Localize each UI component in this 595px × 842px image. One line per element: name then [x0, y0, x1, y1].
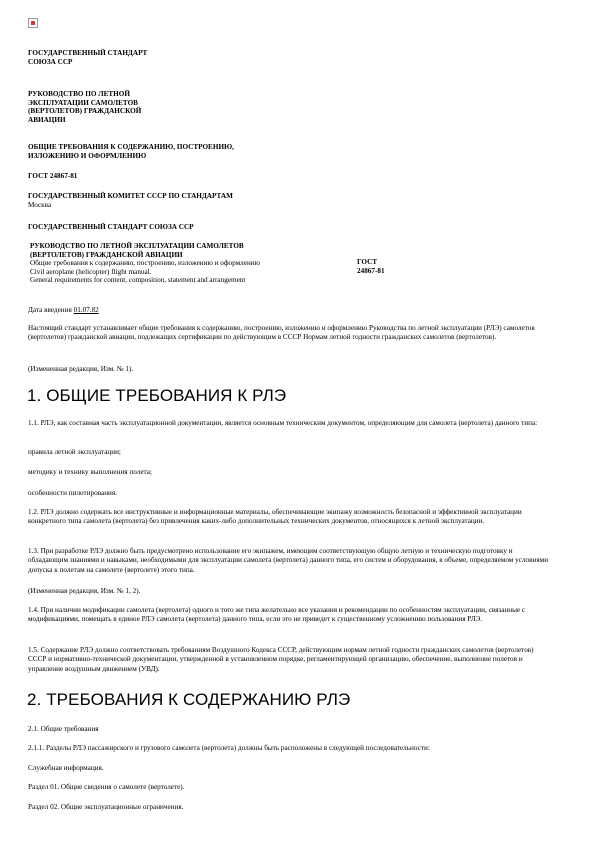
paragraph-1-5: 1.5. Содержание РЛЭ должно соответствовать требованиям Воздушного Кодекса СССР, действующим нормам летной годности гражданских самолетов (вертолетов) СССР и нормативно-технической документации, утвержденной в установленном порядке, регламентирующей организацию, обеспечение, выполнение полетов и управление воздушным движением (УВД). — [28, 646, 534, 673]
header-subtitle-line: Общие требования к содержанию, построению, изложению и оформлению — [30, 259, 261, 268]
list-item: методику и технику выполнения полета; — [28, 468, 152, 476]
document-title-line: АВИАЦИИ — [28, 115, 66, 124]
paragraph-1-4: 1.4. При наличии модификации самолета (вертолета) одного и того же типа желательно все указания и рекомендации по особенностям эксплуатации, связанные с модификациями, помещать в единое РЛЭ самолета (вертолета) данного типа, если это не приведет к существенному усложнению пользования РЛЭ. — [28, 606, 526, 624]
revision-note: (Измененная редакция, Изм. № 1). — [28, 365, 134, 373]
header-block-left — [30, 242, 360, 285]
front-title-line: СОЮЗА ССР — [28, 57, 73, 66]
paragraph-1-2: 1.2. РЛЭ должно содержать все инструктивные и информационные материалы, обеспечивающие экипажу возможность безопасной и эффективной эксплуатации конкретного типа самолета (вертолета) без привлечения каких-либо дополнительных технических документов, относящихся к летной эксплуатации. — [28, 508, 522, 526]
section-2-heading: 2. ТРЕБОВАНИЯ К СОДЕРЖАНИЮ РЛЭ — [27, 690, 351, 709]
broken-image-icon — [28, 18, 38, 28]
list-item: правила летной эксплуатации; — [28, 448, 121, 456]
front-title-line: ГОСУДАРСТВЕННЫЙ СТАНДАРТ — [28, 49, 148, 57]
standard-line: ГОСУДАРСТВЕННЫЙ СТАНДАРТ СОЮЗА ССР — [28, 223, 194, 231]
document-title-line: (ВЕРТОЛЕТОВ) ГРАЖДАНСКОЙ — [28, 107, 142, 116]
list-item: Раздел 01. Общие сведения о самолете (вертолете). — [28, 783, 185, 791]
section-1-heading: 1. ОБЩИЕ ТРЕБОВАНИЯ К РЛЭ — [27, 386, 287, 405]
document-title-line: РУКОВОДСТВО ПО ЛЕТНОЙ — [28, 90, 130, 98]
paragraph-1-1: 1.1. РЛЭ, как составная часть эксплуатационной документации, является основным техническим документом, определяющим для самолета (вертолета) данного типа: — [28, 419, 538, 427]
paragraph-2-1-1: 2.1.1. Разделы РЛЭ пассажирского и грузового самолета (вертолета) должны быть расположены в следующей последовательности: — [28, 744, 430, 752]
effective-date-label: Дата введения — [28, 306, 74, 314]
header-gost-number: 24867-81 — [357, 266, 385, 275]
committee-line — [28, 192, 233, 209]
list-item: Служебная информация. — [28, 764, 104, 772]
paragraph-2-1: 2.1. Общие требования — [28, 725, 99, 733]
document-title — [28, 90, 141, 124]
paragraph-1-3: 1.3. При разработке РЛЭ должно быть предусмотрено использование его экипажем, имеющим соответствующую общую летную и техническую подготовку и обладающим знаниями и навыками, необходимыми для эксплуатации самолета (вертолета) данного типа, его систем и оборудования, в объеме, определяемом условиями допуска к полетам на самолете (вертолете) этого типа. — [28, 547, 549, 574]
effective-date-link[interactable]: 01.07.82 — [73, 306, 99, 314]
document-subtitle-line: ИЗЛОЖЕНИЮ И ОФОРМЛЕНИЮ — [28, 151, 147, 160]
header-title-line: (ВЕРТОЛЕТОВ) ГРАЖДАНСКОЙ АВИАЦИИ — [30, 250, 183, 259]
gost-number: ГОСТ 24867-81 — [28, 172, 78, 180]
header-block-right — [357, 258, 417, 275]
intro-paragraph: Настоящий стандарт устанавливает общие требования к содержанию, построению, изложению и оформлению Руководства по летной эксплуатации (РЛЭ) самолетов (вертолетов) гражданской авиации, подлежащих сертификации по действующим в СССР Нормам летной годности гражданских самолетов (вертолетов). — [28, 324, 535, 342]
front-title — [28, 49, 147, 66]
committee-name: ГОСУДАРСТВЕННЫЙ КОМИТЕТ СССР ПО СТАНДАРТАМ — [28, 192, 233, 200]
city-name: Москва — [28, 200, 52, 209]
list-item: особенности пилотирования. — [28, 489, 117, 497]
header-english-line: Civil aeroplane (helicopter) flight manual. — [30, 267, 152, 276]
list-item: Раздел 02. Общие эксплуатационные ограничения. — [28, 803, 184, 811]
effective-date — [28, 306, 99, 315]
revision-note: (Измененная редакция, Изм. № 1, 2). — [28, 587, 141, 595]
header-gost-label: ГОСТ — [357, 258, 378, 266]
document-subtitle-line: ОБЩИЕ ТРЕБОВАНИЯ К СОДЕРЖАНИЮ, ПОСТРОЕНИЮ, — [28, 143, 234, 151]
document-subtitle — [28, 143, 234, 160]
header-english-line: General requirements for content, composition, statement and arrangement — [30, 276, 246, 285]
document-title-line: ЭКСПЛУАТАЦИИ САМОЛЕТОВ — [28, 98, 138, 107]
header-title-line: РУКОВОДСТВО ПО ЛЕТНОЙ ЭКСПЛУАТАЦИИ САМОЛЕТОВ — [30, 242, 244, 250]
